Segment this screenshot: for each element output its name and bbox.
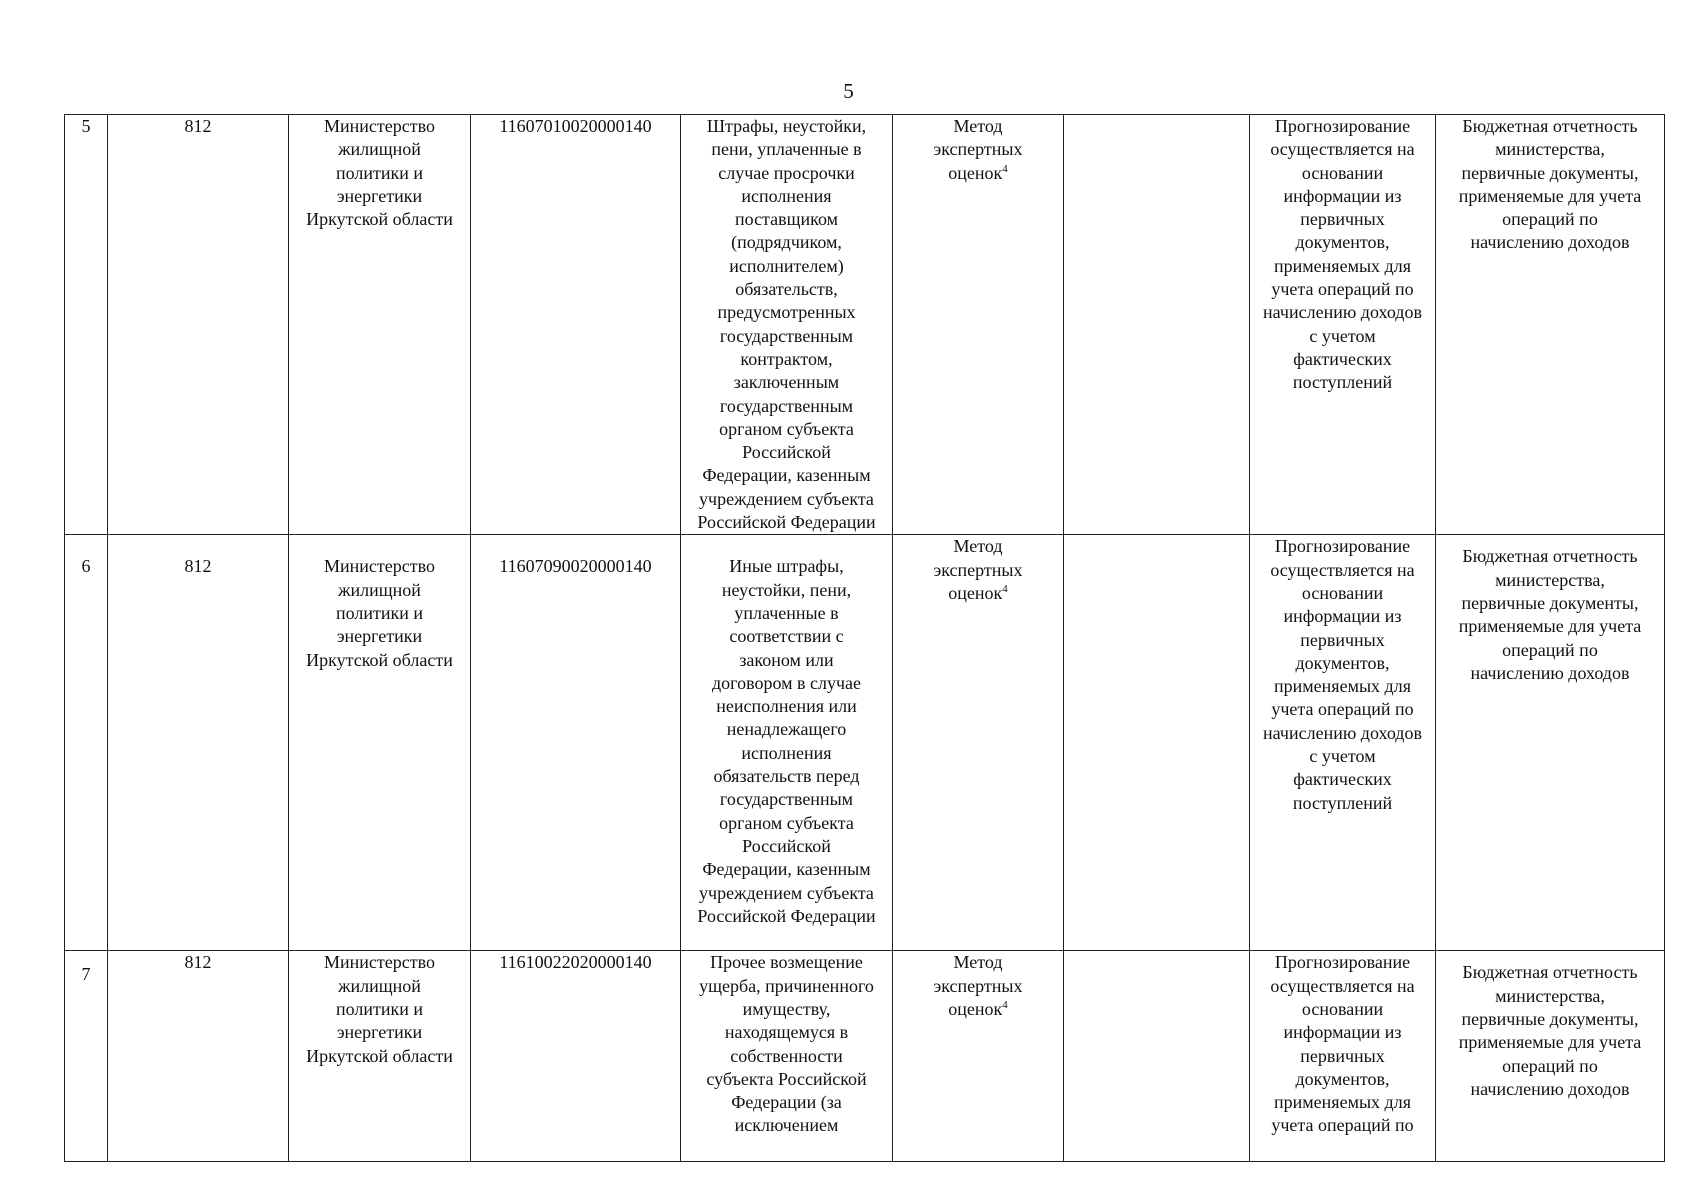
algorithm-line: документов, [1295, 1068, 1390, 1089]
ministry-line: Министерство [324, 116, 435, 136]
forecast-method-cell [893, 115, 1064, 535]
method-text: оценок [948, 162, 1003, 183]
algorithm-line: учета операций по [1271, 279, 1414, 300]
ministry-line: жилищной [338, 579, 421, 600]
row-number-cell [65, 535, 108, 951]
description-line: (подрядчиком, [731, 232, 842, 253]
ministry-cell [289, 951, 471, 1162]
page-number: 5 [843, 79, 854, 103]
revenue-description-cell [681, 951, 893, 1162]
table-row [65, 535, 1665, 951]
algorithm-line: осуществляется на [1270, 975, 1415, 996]
source-line: применяемые для учета [1458, 616, 1642, 637]
method-line: экспертных [933, 139, 1023, 160]
row-number: 5 [81, 116, 91, 136]
algorithm-line: документов, [1295, 652, 1390, 673]
algorithm-line: основании [1301, 582, 1384, 603]
algorithm-line: учета операций по [1271, 699, 1414, 720]
algorithm-line: первичных [1300, 209, 1385, 230]
algorithm-line: первичных [1300, 1045, 1385, 1066]
footnote-marker: 4 [1002, 162, 1008, 175]
description-line: исключением [734, 1115, 839, 1136]
algorithm-line: информации из [1283, 1022, 1402, 1043]
method-line: экспертных [933, 559, 1023, 580]
description-line: обязательств перед [713, 766, 860, 787]
description-line: поставщиком [734, 209, 839, 230]
ministry-line: энергетики [336, 185, 423, 206]
ministry-line: политики и [335, 998, 424, 1019]
description-line: Федерации (за [731, 1092, 842, 1113]
algorithm-line: информации из [1283, 185, 1402, 206]
kbk-code: 11607010020000140 [499, 116, 652, 136]
description-line: собственности [730, 1045, 843, 1066]
footnote-marker: 4 [1002, 582, 1008, 595]
description-line: исполнителем) [729, 255, 844, 276]
description-line: субъекта Российской [706, 1068, 867, 1089]
algorithm-line: основании [1301, 998, 1384, 1019]
description-line: государственным [719, 395, 854, 416]
ministry-line: жилищной [338, 975, 421, 996]
ministry-line: энергетики [336, 1022, 423, 1043]
forecast-method-cell [893, 951, 1064, 1162]
source-line: министерства, [1495, 569, 1605, 590]
description-line: Штрафы, неустойки, [706, 116, 867, 136]
row-number-cell [65, 115, 108, 535]
algorithm-line: поступлений [1292, 792, 1393, 813]
source-line: министерства, [1495, 985, 1605, 1006]
row-number: 7 [81, 964, 91, 985]
description-line: контрактом, [740, 348, 833, 369]
description-line: органом субъекта [719, 418, 854, 439]
ministry-line: Иркутской области [306, 649, 453, 670]
ministry-line: политики и [335, 162, 424, 183]
description-line: исполнения [741, 185, 832, 206]
description-line: Федерации, казенным [702, 859, 871, 880]
source-line: первичные документы, [1461, 162, 1639, 183]
description-line: Российской Федерации [697, 512, 876, 533]
source-line: Бюджетная отчетность [1462, 546, 1638, 567]
kbk-code: 11607090020000140 [499, 556, 652, 577]
table-row [65, 115, 1665, 535]
algorithm-line: с учетом [1309, 325, 1376, 346]
description-line: находящемуся в [724, 1022, 849, 1043]
description-line: договором в случае [711, 672, 862, 693]
source-line: начислению доходов [1470, 1078, 1630, 1099]
ministry-cell [289, 535, 471, 951]
method-line [894, 582, 1062, 605]
description-line: государственным [719, 789, 854, 810]
description-line: ущерба, причиненного [699, 975, 874, 996]
source-line: операций по [1502, 209, 1598, 230]
ministry-line: политики и [335, 602, 424, 623]
description-line: Прочее возмещение [710, 952, 863, 973]
algorithm-line: основании [1301, 162, 1384, 183]
algorithm-line: фактических [1293, 348, 1392, 369]
algorithm-cell [1250, 951, 1436, 1162]
source-line: первичные документы, [1461, 592, 1639, 613]
kbk-code-cell [471, 951, 681, 1162]
ministry-cell [289, 115, 471, 535]
admin-code: 812 [184, 952, 212, 973]
ministry-line: энергетики [336, 626, 423, 647]
kbk-code-cell [471, 115, 681, 535]
source-line: начислению доходов [1470, 662, 1630, 683]
admin-code-cell [108, 115, 289, 535]
algorithm-line: применяемых для [1274, 1092, 1411, 1113]
revenue-description-cell [681, 115, 893, 535]
description-line: законом или [739, 649, 834, 670]
data-source-cell [1436, 535, 1665, 951]
algorithm-line: начислению доходов [1263, 722, 1422, 743]
algorithm-line: с учетом [1309, 746, 1376, 767]
algorithm-line: информации из [1283, 606, 1402, 627]
algorithm-line: Прогнозирование [1274, 536, 1411, 557]
admin-code-cell [108, 535, 289, 951]
algorithm-line: начислению доходов [1263, 302, 1422, 323]
description-line: соответствии с [729, 626, 844, 647]
description-line: Федерации, казенным [702, 465, 871, 486]
description-line: пени, уплаченные в [711, 139, 862, 160]
algorithm-line: Прогнозирование [1274, 952, 1411, 973]
description-line: Российской Федерации [697, 905, 876, 926]
algorithm-cell [1250, 535, 1436, 951]
algorithm-line: применяемых для [1274, 255, 1411, 276]
forecast-method-cell [893, 535, 1064, 951]
description-line: учреждением субъекта [699, 488, 874, 509]
algorithm-cell [1250, 115, 1436, 535]
description-line: государственным [719, 325, 854, 346]
formula-cell [1064, 951, 1250, 1162]
description-line: случае просрочки [718, 162, 855, 183]
row-number-cell [65, 951, 108, 1162]
method-line: экспертных [933, 975, 1023, 996]
description-line: Иные штрафы, [729, 556, 844, 577]
source-line: Бюджетная отчетность [1462, 962, 1638, 983]
source-line: Бюджетная отчетность [1462, 116, 1638, 136]
admin-code: 812 [184, 556, 212, 577]
algorithm-line: фактических [1293, 769, 1392, 790]
algorithm-line: учета операций по [1271, 1115, 1414, 1136]
admin-code: 812 [184, 116, 212, 136]
source-line: первичные документы, [1461, 1008, 1639, 1029]
ministry-line: жилищной [338, 139, 421, 160]
ministry-line: Министерство [324, 952, 435, 973]
description-line: органом субъекта [719, 812, 854, 833]
description-line: учреждением субъекта [699, 882, 874, 903]
algorithm-line: осуществляется на [1270, 559, 1415, 580]
method-text: оценок [948, 582, 1003, 603]
algorithm-line: первичных [1300, 629, 1385, 650]
description-line: исполнения [741, 742, 832, 763]
description-line: обязательств, [735, 279, 838, 300]
formula-cell [1064, 115, 1250, 535]
revenue-description-cell [681, 535, 893, 951]
algorithm-line: поступлений [1292, 372, 1393, 393]
algorithm-line: осуществляется на [1270, 139, 1415, 160]
description-line: Российской [742, 835, 831, 856]
algorithm-line: документов, [1295, 232, 1390, 253]
description-line: Российской [742, 442, 831, 463]
method-line [894, 998, 1062, 1021]
description-line: неустойки, пени, [721, 579, 852, 600]
method-text: оценок [948, 998, 1003, 1019]
row-number: 6 [81, 556, 91, 577]
description-line: заключенным [733, 372, 840, 393]
source-line: применяемые для учета [1458, 1032, 1642, 1053]
source-line: министерства, [1495, 139, 1605, 160]
formula-cell [1064, 535, 1250, 951]
data-source-cell [1436, 951, 1665, 1162]
method-line: Метод [953, 116, 1003, 136]
method-line [894, 162, 1062, 185]
method-line: Метод [953, 952, 1003, 973]
kbk-code: 11610022020000140 [499, 952, 652, 973]
source-line: операций по [1502, 639, 1598, 660]
footnote-marker: 4 [1002, 998, 1008, 1011]
data-source-cell [1436, 115, 1665, 535]
description-line: ненадлежащего [726, 719, 847, 740]
kbk-code-cell [471, 535, 681, 951]
admin-code-cell [108, 951, 289, 1162]
description-line: неисполнения или [716, 696, 857, 717]
table-row [65, 951, 1665, 1162]
algorithm-line: Прогнозирование [1274, 116, 1411, 136]
description-line: предусмотренных [717, 302, 856, 323]
ministry-line: Министерство [324, 556, 435, 577]
description-line: уплаченные в [734, 602, 839, 623]
ministry-line: Иркутской области [306, 209, 453, 230]
algorithm-line: применяемых для [1274, 676, 1411, 697]
ministry-line: Иркутской области [306, 1045, 453, 1066]
source-line: применяемые для учета [1458, 185, 1642, 206]
source-line: операций по [1502, 1055, 1598, 1076]
description-line: имуществу, [742, 998, 831, 1019]
method-line: Метод [953, 536, 1003, 557]
revenue-forecast-table [64, 114, 1665, 1162]
source-line: начислению доходов [1470, 232, 1630, 253]
